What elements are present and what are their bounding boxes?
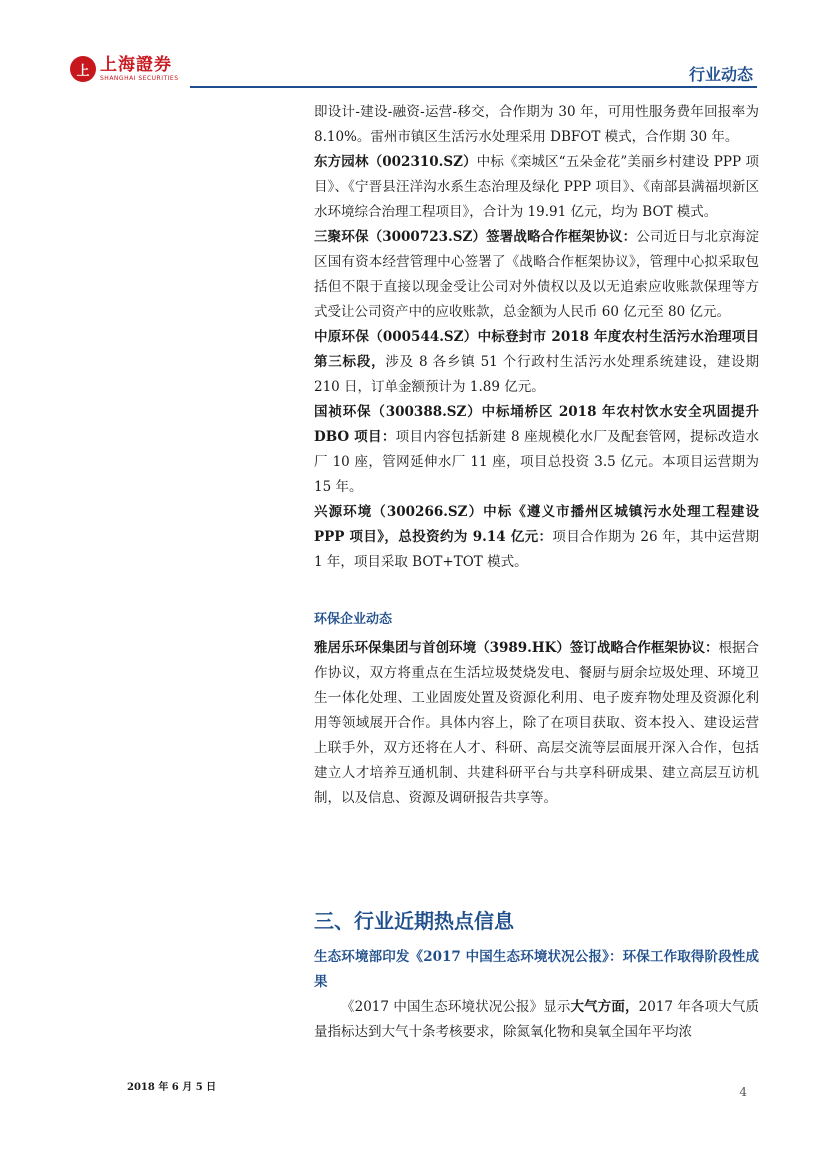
header-divider bbox=[190, 86, 757, 88]
paragraph: 中原环保（000544.SZ）中标登封市 2018 年度农村生活污水治理项目第三标段，涉及 8 各乡镇 51 个行政村生活污水处理系统建设，建设期 210 日，订单金额预计为 1.89 亿元。 bbox=[314, 329, 760, 395]
logo-english-name: SHANGHAI SECURITIES bbox=[100, 74, 179, 82]
subsection-heading: 生态环境部印发《2017 中国生态环境状况公报》：环保工作取得阶段性成果 bbox=[314, 949, 759, 990]
enterprise-paragraph: 雅居乐环保集团与首创环境（3989.HK）签订战略合作框架协议：根据合作协议，双方将重点在生活垃圾焚烧发电、餐厨与厨余垃圾处理、环境卫生一体化处理、工业固废处置及资源化利用、电子废弃物处理及资源化利用等领域展开合作。具体内容上，除了在项目获取、资本投入、建设运营上联手外，双方还将在人才、科研、高层交流等层面展开深入合作，包括建立人才培养互通机制、共建科研平台与共享科研成果、建立高层互访机制，以及信息、资源及调研报告共享等。 bbox=[314, 640, 760, 806]
logo-emblem: 上 bbox=[70, 56, 96, 82]
paragraph: 三聚环保（3000723.SZ）签署战略合作框架协议：公司近日与北京海淀区国有资本经营管理中心签署了《战略合作框架协议》，管理中心拟采取包括但不限于直接以现金受让公司对外债权以及以无追索应收账款保理等方式受让公司资产中的应收账款，总金额为人民币 60 亿元至 80 亿元。 bbox=[314, 229, 760, 320]
paragraph: 东方园林（002310.SZ）中标《栾城区“五朵金花”美丽乡村建设 PPP 项目》、《宁晋县汪洋沟水系生态治理及绿化 PPP 项目》、《南部县满福坝新区水环境综合治理工程项目》，合计为 19.91 亿元，均为 BOT 模式。 bbox=[314, 154, 759, 220]
page-number: 4 bbox=[739, 1085, 747, 1099]
header-section-title: 行业动态 bbox=[688, 65, 753, 84]
body-paragraph: 《2017 中国生态环境状况公报》显示大气方面，2017 年各项大气质量指标达到大气十条考核要求，除氮氧化物和臭氧全国年平均浓 bbox=[314, 999, 760, 1040]
paragraph: 兴源环境（300266.SZ）中标《遵义市播州区城镇污水处理工程建设 PPP 项目》，总投资约为 9.14 亿元：项目合作期为 26 年，其中运营期 1 年，项目采取 BOT+TOT 模式。 bbox=[314, 504, 759, 570]
section-heading: 三、行业近期热点信息 bbox=[314, 909, 514, 933]
footer-date: 2018 年 6 月 5 日 bbox=[127, 1082, 217, 1093]
paragraph: 即设计-建设-融资-运营-移交，合作期为 30 年，可用性服务费年回报率为 8.10%。雷州市镇区生活污水处理采用 DBFOT 模式，合作期 30 年。 bbox=[314, 104, 759, 145]
main-content bbox=[314, 100, 759, 811]
logo-name: 上海證券 bbox=[100, 54, 172, 75]
paragraph: 国祯环保（300388.SZ）中标埇桥区 2018 年农村饮水安全巩固提升 DBO 项目：项目内容包括新建 8 座规模化水厂及配套管网，提标改造水厂 10 座，管网延伸水厂 11 座，项目总投资 3.5 亿元。本项目运营期为 15 年。 bbox=[314, 404, 760, 495]
company-logo bbox=[70, 56, 179, 82]
page-header bbox=[70, 56, 757, 90]
section-label: 环保企业动态 bbox=[314, 612, 393, 627]
